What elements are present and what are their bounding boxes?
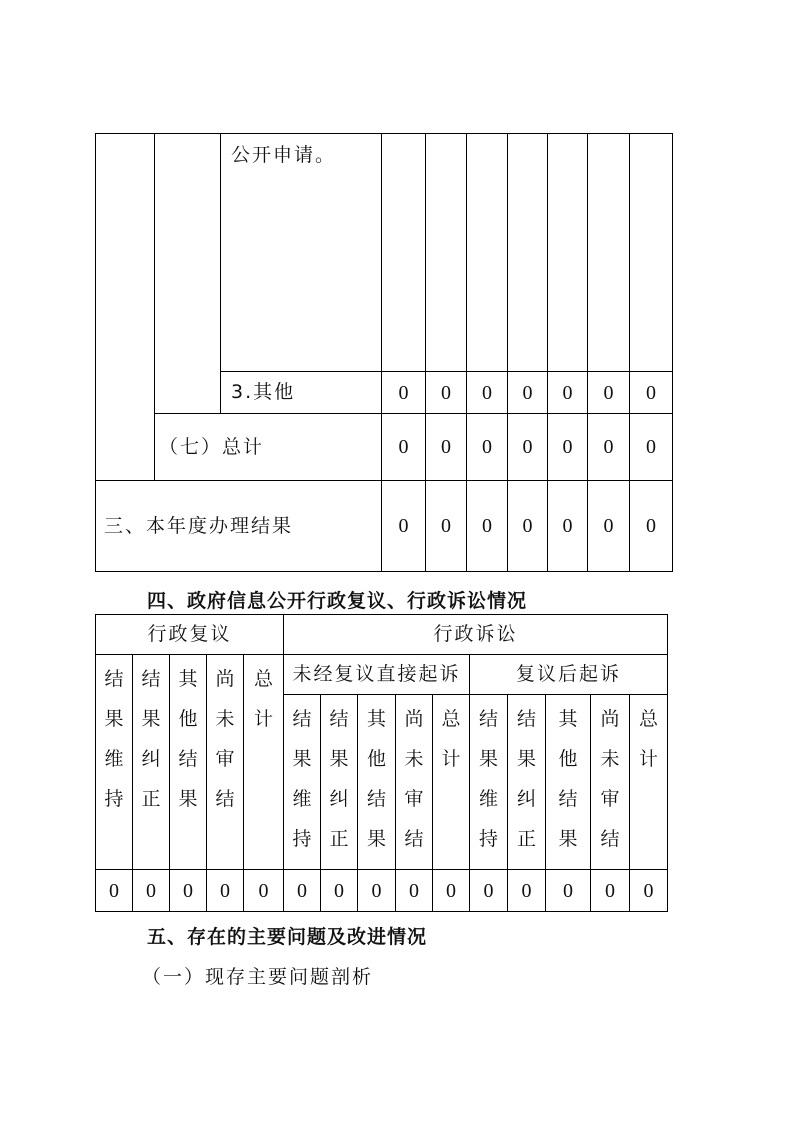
row-result-value: 0 xyxy=(382,481,426,572)
sub-after-header: 复议后起诉 xyxy=(470,655,668,695)
review-col-header: 尚 未 审 结 xyxy=(207,655,244,870)
section5-heading: 五、存在的主要问题及改进情况 xyxy=(147,926,428,948)
row-total-value: 0 xyxy=(548,414,588,481)
section4-heading: 四、政府信息公开行政复议、行政诉讼情况 xyxy=(147,590,528,612)
value-cell: 0 xyxy=(133,870,170,912)
row-apply-text: 公开申请。 xyxy=(221,134,382,372)
value-cell: 0 xyxy=(470,870,508,912)
row-result-value: 0 xyxy=(508,481,548,572)
row-total-label: （七）总计 xyxy=(155,414,382,481)
value-cell: 0 xyxy=(170,870,207,912)
row-result-value: 0 xyxy=(548,481,588,572)
lit-col-header: 结 果 维 持 xyxy=(284,695,321,870)
row-result-value: 0 xyxy=(426,481,467,572)
row-result-value: 0 xyxy=(467,481,508,572)
value-cell: 0 xyxy=(591,870,630,912)
lit-col-header: 总 计 xyxy=(630,695,668,870)
row-total-value: 0 xyxy=(382,414,426,481)
row-other-value: 0 xyxy=(426,372,467,414)
value-cell: 0 xyxy=(396,870,433,912)
inner-blank-cell xyxy=(155,134,221,414)
group-litigation-header: 行政诉讼 xyxy=(284,615,668,655)
row-other-value: 0 xyxy=(630,372,673,414)
value-cell: 0 xyxy=(508,870,546,912)
lit-col-header: 其 他 结 果 xyxy=(546,695,591,870)
value-cell: 0 xyxy=(433,870,470,912)
row-other-value: 0 xyxy=(588,372,630,414)
lit-col-header: 尚 未 审 结 xyxy=(396,695,433,870)
value-cell: 0 xyxy=(207,870,244,912)
value-cell: 0 xyxy=(630,870,668,912)
review-col-header: 其 他 结 果 xyxy=(170,655,207,870)
row-total-value: 0 xyxy=(630,414,673,481)
row-other-value: 0 xyxy=(382,372,426,414)
row-other-value: 0 xyxy=(548,372,588,414)
row-result-label: 三、本年度办理结果 xyxy=(96,481,382,572)
lit-col-header: 结 果 纠 正 xyxy=(508,695,546,870)
row-total-value: 0 xyxy=(426,414,467,481)
value-cell: 0 xyxy=(244,870,284,912)
value-cell: 0 xyxy=(546,870,591,912)
row-result-value: 0 xyxy=(630,481,673,572)
row-other-value: 0 xyxy=(508,372,548,414)
value-cell: 0 xyxy=(321,870,358,912)
lit-col-header: 结 果 纠 正 xyxy=(321,695,358,870)
section5-sub1: （一）现存主要问题剖析 xyxy=(142,966,374,988)
group-review-header: 行政复议 xyxy=(96,615,284,655)
lit-col-header: 尚 未 审 结 xyxy=(591,695,630,870)
review-col-header: 总 计 xyxy=(244,655,284,870)
row-total-value: 0 xyxy=(508,414,548,481)
row-total-value: 0 xyxy=(588,414,630,481)
sub-direct-header: 未经复议直接起诉 xyxy=(284,655,470,695)
outer-blank-cell xyxy=(96,134,155,481)
row-other-label: 3.其他 xyxy=(221,372,382,414)
results-table xyxy=(95,133,673,572)
review-litigation-table xyxy=(95,614,668,912)
row-total-value: 0 xyxy=(467,414,508,481)
value-cell: 0 xyxy=(284,870,321,912)
value-cell: 0 xyxy=(358,870,396,912)
review-col-header: 结 果 纠 正 xyxy=(133,655,170,870)
row-result-value: 0 xyxy=(588,481,630,572)
row-other-value: 0 xyxy=(467,372,508,414)
lit-col-header: 总 计 xyxy=(433,695,470,870)
value-cell: 0 xyxy=(96,870,133,912)
lit-col-header: 结 果 维 持 xyxy=(470,695,508,870)
review-col-header: 结 果 维 持 xyxy=(96,655,133,870)
lit-col-header: 其 他 结 果 xyxy=(358,695,396,870)
